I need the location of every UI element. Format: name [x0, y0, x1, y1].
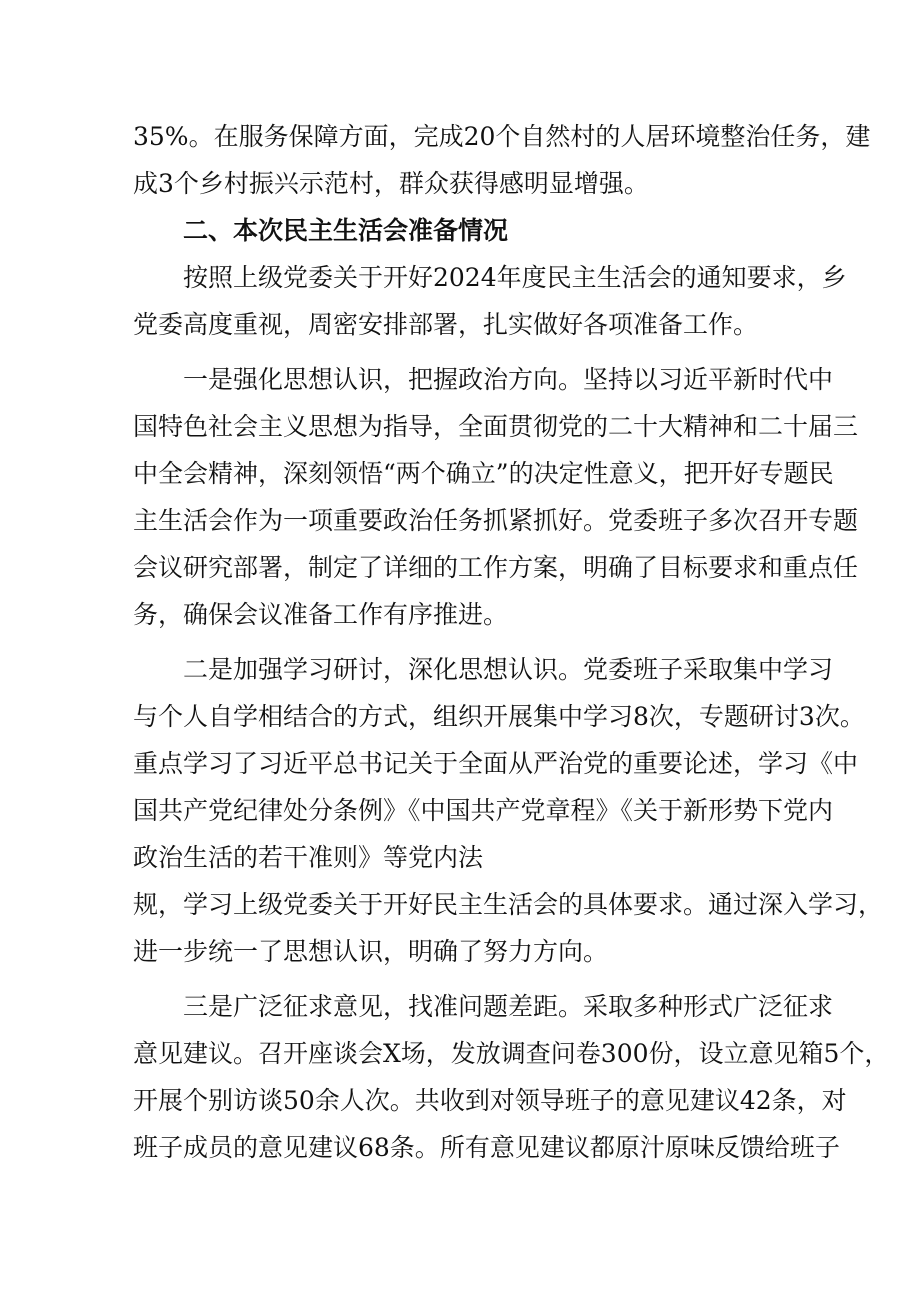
text-line: 班子成员的意见建议68条。所有意见建议都原汁原味反馈给班子	[133, 1133, 840, 1162]
text-line: 一是强化思想认识，把握政治方向。坚持以习近平新时代中	[183, 365, 834, 394]
text-line: 进一步统一了思想认识，明确了努力方向。	[133, 937, 609, 966]
text-line: 国特色社会主义思想为指导，全面贯彻党的二十大精神和二十届三	[133, 412, 859, 441]
paragraph-strengthen-thinking	[133, 356, 859, 638]
text-line: 中全会精神，深刻领悟“两个确立”的决定性意义，把开好专题民	[133, 459, 834, 488]
paragraph-service-guarantee	[133, 113, 871, 207]
text-line: 国共产党纪律处分条例》《中国共产党章程》《关于新形势下党内	[133, 796, 834, 825]
document-body	[133, 113, 890, 1171]
text-line: 意见建议。召开座谈会X场，发放调查问卷300份，设立意见箱5个，	[133, 1039, 890, 1068]
paragraph-solicit-opinions	[133, 983, 890, 1171]
section-heading: 二、本次民主生活会准备情况	[183, 216, 509, 245]
text-line: 务，确保会议准备工作有序推进。	[133, 600, 509, 629]
text-line: 开展个别访谈50余人次。共收到对领导班子的意见建议42条，对	[133, 1086, 847, 1115]
text-line: 按照上级党委关于开好2024年度民主生活会的通知要求，乡	[183, 263, 847, 292]
paragraph-study-discussion	[133, 646, 884, 975]
text-line: 二是加强学习研讨，深化思想认识。党委班子采取集中学习	[183, 655, 834, 684]
text-line: 政治生活的若干准则》等党内法	[133, 843, 484, 872]
text-line: 重点学习了习近平总书记关于全面从严治党的重要论述，学习《中	[133, 749, 859, 778]
text-line: 成3个乡村振兴示范村，群众获得感明显增强。	[133, 169, 649, 198]
text-line: 主生活会作为一项重要政治任务抓紧抓好。党委班子多次召开专题	[133, 506, 859, 535]
paragraph-preparation-intro	[133, 254, 847, 348]
text-line: 与个人自学相结合的方式，组织开展集中学习8次，专题研讨3次。	[133, 702, 865, 731]
text-line: 三是广泛征求意见，找准问题差距。采取多种形式广泛征求	[183, 992, 834, 1021]
text-line: 规，学习上级党委关于开好民主生活会的具体要求。通过深入学习，	[133, 890, 884, 919]
text-line: 35%。在服务保障方面，完成20个自然村的人居环境整治任务，建	[133, 122, 871, 151]
text-line: 党委高度重视，周密安排部署，扎实做好各项准备工作。	[133, 310, 759, 339]
text-line: 会议研究部署，制定了详细的工作方案，明确了目标要求和重点任	[133, 553, 859, 582]
